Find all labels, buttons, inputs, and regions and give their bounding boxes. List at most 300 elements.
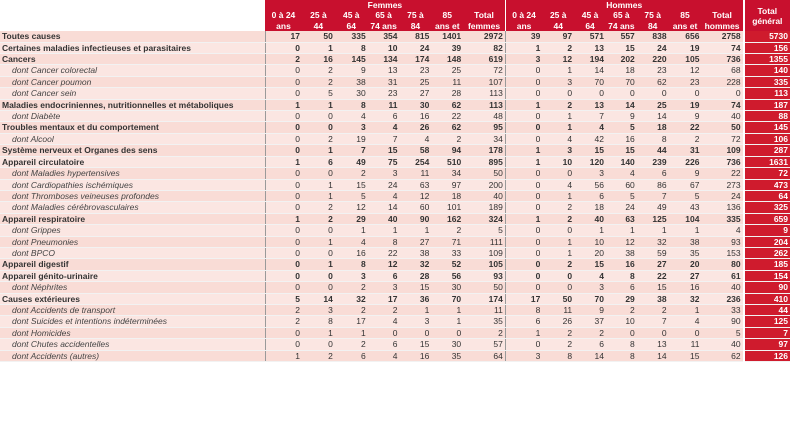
total-general-cell: 185	[744, 259, 790, 270]
women-age-cell: 25	[431, 65, 463, 76]
women-age-cell: 15	[335, 179, 368, 190]
women-age-cell: 3	[302, 304, 335, 315]
men-age-cell: 125	[637, 213, 669, 224]
women-age-cell: 16	[302, 54, 335, 65]
men-age-cell: 3	[505, 350, 542, 361]
table-row	[0, 76, 790, 87]
table-row	[0, 122, 790, 133]
men-age-cell: 38	[637, 293, 669, 304]
men-age-cell: 105	[669, 54, 702, 65]
men-age-cell: 4	[574, 122, 606, 133]
women-age-cell: 36	[400, 293, 432, 304]
men-age-cell: 8	[505, 304, 542, 315]
men-age-cell: 2	[637, 304, 669, 315]
men-total-cell: 153	[701, 247, 743, 258]
men-age-cell: 1	[542, 65, 574, 76]
women-age-cell: 1	[302, 179, 335, 190]
table-row	[0, 179, 790, 190]
women-age-cell: 3	[368, 168, 400, 179]
women-age-cell: 1	[368, 225, 400, 236]
table-row	[0, 202, 790, 213]
women-age-cell: 4	[368, 316, 400, 327]
header-blank-cell	[0, 21, 265, 31]
men-age-cell: 6	[505, 316, 542, 327]
women-age-cell: 24	[368, 179, 400, 190]
men-total-cell: 40	[701, 339, 743, 350]
women-age-cell: 1	[302, 145, 335, 156]
subcause-label: dont Accidents (autres)	[0, 350, 265, 361]
men-age-cell: 6	[574, 339, 606, 350]
cause-label: Appareil génito-urinaire	[0, 270, 265, 281]
table-row	[0, 99, 790, 110]
women-age-cell: 0	[302, 247, 335, 258]
women-age-cell: 0	[265, 65, 302, 76]
women-age-cell: 2	[302, 213, 335, 224]
subcause-label: dont BPCO	[0, 247, 265, 258]
women-total-cell: 48	[463, 111, 505, 122]
women-age-cell: 19	[335, 133, 368, 144]
women-age-header-6-line2: femmes	[463, 21, 505, 31]
men-age-cell: 0	[505, 111, 542, 122]
women-age-cell: 4	[368, 122, 400, 133]
men-age-cell: 7	[637, 316, 669, 327]
women-age-cell: 2	[368, 304, 400, 315]
men-total-cell: 61	[701, 270, 743, 281]
women-total-cell: 200	[463, 179, 505, 190]
men-age-cell: 0	[542, 282, 574, 293]
men-age-cell: 2	[542, 42, 574, 53]
women-total-cell: 189	[463, 202, 505, 213]
women-age-cell: 49	[335, 156, 368, 167]
women-age-cell: 1	[302, 190, 335, 201]
total-general-cell: 204	[744, 236, 790, 247]
women-age-cell: 62	[431, 122, 463, 133]
men-age-cell: 10	[606, 316, 637, 327]
men-age-cell: 15	[574, 259, 606, 270]
subcause-label: dont Suicides et intentions indéterminées	[0, 316, 265, 327]
men-age-header-0-line1: 0 à 24	[505, 10, 542, 20]
women-age-cell: 16	[400, 111, 432, 122]
women-age-cell: 0	[265, 247, 302, 258]
men-age-cell: 2	[542, 213, 574, 224]
total-general-cell: 126	[744, 350, 790, 361]
women-total-cell: 72	[463, 65, 505, 76]
women-age-cell: 60	[400, 202, 432, 213]
men-age-cell: 5	[606, 190, 637, 201]
cause-label: Appareil digestif	[0, 259, 265, 270]
women-age-cell: 0	[265, 111, 302, 122]
women-age-cell: 30	[431, 339, 463, 350]
women-total-cell: 107	[463, 76, 505, 87]
women-total-cell: 57	[463, 339, 505, 350]
men-age-cell: 32	[669, 293, 702, 304]
men-age-cell: 38	[606, 247, 637, 258]
men-age-cell: 8	[606, 350, 637, 361]
total-general-cell: 145	[744, 122, 790, 133]
table-row	[0, 168, 790, 179]
women-age-cell: 254	[400, 156, 432, 167]
men-total-cell: 136	[701, 202, 743, 213]
men-age-cell: 557	[606, 31, 637, 42]
men-age-cell: 2	[542, 202, 574, 213]
men-age-cell: 0	[505, 168, 542, 179]
women-age-header-0-line1: 0 à 24	[265, 10, 302, 20]
subcause-label: dont Cardiopathies ischémiques	[0, 179, 265, 190]
women-age-cell: 2	[335, 304, 368, 315]
women-age-cell: 0	[265, 145, 302, 156]
subcause-label: dont Thromboses veineuses profondes	[0, 190, 265, 201]
women-age-header-3-line2: 74 ans	[368, 21, 400, 31]
women-age-cell: 30	[400, 99, 432, 110]
men-age-cell: 67	[669, 179, 702, 190]
men-age-cell: 63	[606, 213, 637, 224]
table-row	[0, 304, 790, 315]
women-age-cell: 13	[368, 65, 400, 76]
table-row	[0, 236, 790, 247]
men-age-cell: 22	[669, 122, 702, 133]
men-total-cell: 74	[701, 42, 743, 53]
women-age-cell: 71	[431, 236, 463, 247]
men-age-cell: 838	[637, 31, 669, 42]
women-age-cell: 0	[265, 88, 302, 99]
men-age-cell: 1	[505, 327, 542, 338]
women-age-cell: 0	[265, 122, 302, 133]
women-total-cell: 11	[463, 304, 505, 315]
men-age-cell: 9	[606, 111, 637, 122]
men-age-cell: 11	[542, 304, 574, 315]
women-age-cell: 0	[431, 327, 463, 338]
men-age-cell: 1	[542, 236, 574, 247]
men-age-cell: 20	[574, 247, 606, 258]
men-total-cell: 90	[701, 316, 743, 327]
men-age-header-4-line1: 75 à	[637, 10, 669, 20]
women-age-cell: 4	[368, 190, 400, 201]
women-age-cell: 39	[431, 42, 463, 53]
men-age-cell: 0	[505, 236, 542, 247]
women-age-cell: 28	[431, 88, 463, 99]
table-header	[0, 0, 790, 31]
women-age-cell: 6	[368, 111, 400, 122]
women-age-cell: 0	[265, 179, 302, 190]
men-total-cell: 0	[701, 88, 743, 99]
women-age-header-2-line1: 45 à	[335, 10, 368, 20]
women-total-cell: 178	[463, 145, 505, 156]
men-age-cell: 70	[574, 293, 606, 304]
men-age-header-6-line1: Total	[701, 10, 743, 20]
men-age-cell: 22	[637, 270, 669, 281]
men-age-cell: 42	[574, 133, 606, 144]
women-age-cell: 15	[400, 339, 432, 350]
women-total-cell: 50	[463, 168, 505, 179]
men-age-cell: 1	[505, 42, 542, 53]
women-age-cell: 1	[265, 213, 302, 224]
men-age-cell: 1	[574, 225, 606, 236]
men-age-cell: 8	[606, 339, 637, 350]
men-age-cell: 5	[606, 122, 637, 133]
men-total-cell: 228	[701, 76, 743, 87]
men-total-cell: 4	[701, 225, 743, 236]
women-age-cell: 510	[431, 156, 463, 167]
women-age-cell: 38	[400, 247, 432, 258]
subcause-label: dont Chutes accidentelles	[0, 339, 265, 350]
men-age-cell: 18	[574, 202, 606, 213]
women-age-cell: 14	[302, 293, 335, 304]
women-age-cell: 148	[431, 54, 463, 65]
subcause-label: dont Homicides	[0, 327, 265, 338]
total-general-cell: 1631	[744, 156, 790, 167]
men-age-cell: 1	[542, 111, 574, 122]
men-age-cell: 1	[505, 99, 542, 110]
men-age-cell: 9	[669, 168, 702, 179]
women-age-cell: 0	[265, 42, 302, 53]
total-general-cell: 5730	[744, 31, 790, 42]
women-age-cell: 3	[335, 270, 368, 281]
total-general-cell: 262	[744, 247, 790, 258]
women-age-cell: 56	[431, 270, 463, 281]
men-age-cell: 62	[637, 76, 669, 87]
women-age-header-1-line2: 44	[302, 21, 335, 31]
table-row	[0, 316, 790, 327]
cause-label: Appareil circulatoire	[0, 156, 265, 167]
men-age-cell: 656	[669, 31, 702, 42]
women-age-cell: 0	[265, 259, 302, 270]
men-age-cell: 1	[637, 225, 669, 236]
women-age-cell: 17	[265, 31, 302, 42]
total-general-cell: 72	[744, 168, 790, 179]
men-age-cell: 3	[542, 76, 574, 87]
total-general-cell: 287	[744, 145, 790, 156]
men-age-cell: 16	[669, 282, 702, 293]
men-age-cell: 0	[637, 327, 669, 338]
men-age-header-2-line1: 45 à	[574, 10, 606, 20]
total-general-cell: 140	[744, 65, 790, 76]
women-age-cell: 26	[400, 122, 432, 133]
women-age-cell: 14	[368, 202, 400, 213]
men-total-cell: 72	[701, 133, 743, 144]
men-age-cell: 29	[606, 293, 637, 304]
women-age-cell: 2	[302, 76, 335, 87]
men-age-header-3-line1: 65 à	[606, 10, 637, 20]
men-age-cell: 0	[637, 88, 669, 99]
men-age-cell: 14	[574, 350, 606, 361]
men-age-cell: 9	[574, 304, 606, 315]
women-age-cell: 23	[368, 88, 400, 99]
men-total-cell: 74	[701, 99, 743, 110]
women-age-cell: 0	[368, 327, 400, 338]
women-age-cell: 30	[335, 88, 368, 99]
women-age-cell: 32	[335, 293, 368, 304]
men-age-cell: 7	[637, 190, 669, 201]
women-age-cell: 4	[400, 133, 432, 144]
men-age-cell: 12	[669, 65, 702, 76]
men-age-cell: 0	[542, 270, 574, 281]
women-age-cell: 3	[335, 122, 368, 133]
men-age-cell: 40	[574, 213, 606, 224]
men-total-cell: 109	[701, 145, 743, 156]
men-age-cell: 2	[542, 339, 574, 350]
men-age-cell: 12	[542, 54, 574, 65]
men-age-cell: 0	[505, 225, 542, 236]
men-age-cell: 2	[542, 327, 574, 338]
women-age-cell: 94	[431, 145, 463, 156]
women-age-cell: 101	[431, 202, 463, 213]
men-age-cell: 19	[669, 99, 702, 110]
women-age-header-1-line1: 25 à	[302, 10, 335, 20]
total-general-cell: 64	[744, 190, 790, 201]
women-age-cell: 1	[302, 327, 335, 338]
men-age-cell: 4	[542, 133, 574, 144]
total-general-cell: 125	[744, 316, 790, 327]
women-age-cell: 9	[335, 65, 368, 76]
men-total-cell: 236	[701, 293, 743, 304]
women-age-cell: 1	[265, 156, 302, 167]
men-age-cell: 43	[669, 202, 702, 213]
table-row	[0, 247, 790, 258]
women-total-cell: 64	[463, 350, 505, 361]
subcause-label: dont Grippes	[0, 225, 265, 236]
table-row	[0, 225, 790, 236]
women-age-cell: 50	[302, 31, 335, 42]
women-age-cell: 0	[302, 339, 335, 350]
women-age-cell: 8	[368, 236, 400, 247]
women-age-cell: 97	[431, 179, 463, 190]
cause-label: Cancers	[0, 54, 265, 65]
men-age-header-1-line2: 44	[542, 21, 574, 31]
cause-label: Appareil respiratoire	[0, 213, 265, 224]
men-age-cell: 49	[637, 202, 669, 213]
men-age-cell: 27	[637, 259, 669, 270]
women-age-cell: 1	[302, 42, 335, 53]
table-body	[0, 31, 790, 361]
women-total-cell: 113	[463, 88, 505, 99]
men-age-cell: 0	[669, 88, 702, 99]
women-age-cell: 33	[431, 247, 463, 258]
men-age-header-5-line1: 85	[669, 10, 702, 20]
women-age-cell: 2	[302, 350, 335, 361]
women-age-cell: 335	[335, 31, 368, 42]
women-age-cell: 1	[431, 316, 463, 327]
men-age-header-0-line2: ans	[505, 21, 542, 31]
women-age-cell: 8	[302, 316, 335, 327]
men-total-cell: 273	[701, 179, 743, 190]
men-age-cell: 4	[574, 270, 606, 281]
men-age-cell: 19	[669, 42, 702, 53]
men-age-cell: 2	[574, 327, 606, 338]
men-age-cell: 1	[542, 190, 574, 201]
cause-label: Certaines maladies infectieuses et parasitaires	[0, 42, 265, 53]
women-age-cell: 0	[302, 111, 335, 122]
men-age-cell: 16	[606, 259, 637, 270]
men-age-cell: 70	[574, 76, 606, 87]
subcause-label: dont Alcool	[0, 133, 265, 144]
women-age-cell: 24	[400, 42, 432, 53]
men-total-cell: 93	[701, 236, 743, 247]
total-general-cell: 154	[744, 270, 790, 281]
men-age-cell: 6	[637, 168, 669, 179]
women-age-cell: 4	[335, 236, 368, 247]
women-age-cell: 354	[368, 31, 400, 42]
women-age-cell: 2	[431, 133, 463, 144]
men-age-cell: 1	[669, 304, 702, 315]
women-total-cell: 619	[463, 54, 505, 65]
men-total-cell: 62	[701, 350, 743, 361]
header-total-general	[744, 0, 790, 31]
women-age-cell: 8	[335, 42, 368, 53]
subcause-label: dont Néphrites	[0, 282, 265, 293]
men-age-cell: 4	[542, 179, 574, 190]
men-age-cell: 0	[505, 247, 542, 258]
men-age-cell: 1	[505, 145, 542, 156]
men-age-cell: 2	[669, 133, 702, 144]
men-age-cell: 8	[637, 133, 669, 144]
table-row	[0, 282, 790, 293]
women-age-cell: 2	[302, 133, 335, 144]
men-age-cell: 1	[669, 225, 702, 236]
men-age-cell: 6	[574, 190, 606, 201]
women-total-cell: 324	[463, 213, 505, 224]
women-age-cell: 8	[335, 259, 368, 270]
men-age-cell: 26	[542, 316, 574, 327]
women-age-cell: 12	[368, 259, 400, 270]
men-age-cell: 0	[505, 339, 542, 350]
total-general-cell: 113	[744, 88, 790, 99]
women-age-cell: 134	[368, 54, 400, 65]
subcause-label: dont Cancer poumon	[0, 76, 265, 87]
total-general-cell: 1355	[744, 54, 790, 65]
men-age-cell: 0	[542, 225, 574, 236]
women-age-cell: 2	[431, 225, 463, 236]
men-total-cell: 5	[701, 327, 743, 338]
women-total-cell: 2972	[463, 31, 505, 42]
table-row	[0, 327, 790, 338]
men-age-cell: 13	[574, 42, 606, 53]
women-age-cell: 7	[368, 133, 400, 144]
women-total-cell: 174	[463, 293, 505, 304]
men-age-cell: 226	[669, 156, 702, 167]
women-age-cell: 11	[400, 168, 432, 179]
women-age-cell: 0	[265, 327, 302, 338]
table-row	[0, 259, 790, 270]
men-age-cell: 7	[574, 111, 606, 122]
women-age-cell: 1	[335, 225, 368, 236]
cause-label: Troubles mentaux et du comportement	[0, 122, 265, 133]
table-row	[0, 133, 790, 144]
women-age-cell: 1	[302, 259, 335, 270]
women-age-cell: 0	[265, 270, 302, 281]
men-age-cell: 13	[637, 339, 669, 350]
total-general-cell: 44	[744, 304, 790, 315]
table-row	[0, 54, 790, 65]
women-age-cell: 40	[368, 213, 400, 224]
men-age-cell: 571	[574, 31, 606, 42]
men-age-cell: 4	[606, 168, 637, 179]
men-age-cell: 5	[669, 190, 702, 201]
women-total-cell: 93	[463, 270, 505, 281]
men-age-header-4-line2: 84	[637, 21, 669, 31]
men-age-cell: 0	[505, 282, 542, 293]
women-age-cell: 0	[265, 225, 302, 236]
women-age-cell: 63	[400, 179, 432, 190]
women-age-cell: 1	[400, 304, 432, 315]
women-age-cell: 4	[335, 111, 368, 122]
women-age-cell: 27	[400, 88, 432, 99]
women-total-cell: 895	[463, 156, 505, 167]
men-age-cell: 0	[542, 88, 574, 99]
total-general-cell: 7	[744, 327, 790, 338]
men-age-cell: 0	[669, 327, 702, 338]
men-age-cell: 0	[505, 202, 542, 213]
men-age-cell: 23	[637, 65, 669, 76]
